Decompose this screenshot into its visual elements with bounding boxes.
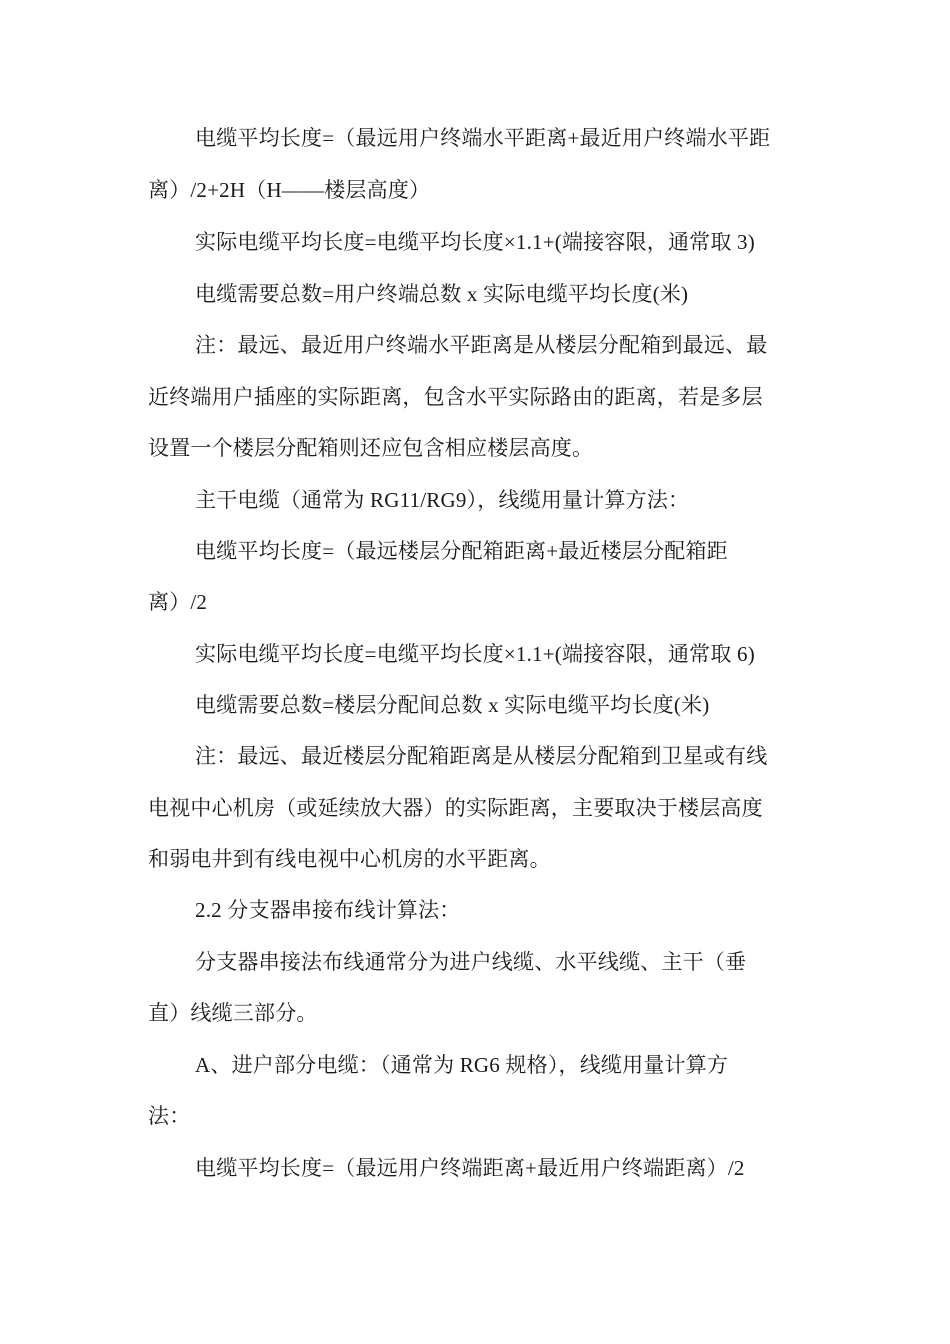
text-line: 直）线缆三部分。 [148,1001,318,1025]
text-line: 电缆平均长度=（最远楼层分配箱距离+最近楼层分配箱距 [195,539,728,563]
text-line: 离）/2+2H（H——楼层高度） [148,178,431,202]
text-line: 近终端用户插座的实际距离，包含水平实际路由的距离，若是多层 [148,385,763,409]
text-line: 电缆需要总数=楼层分配间总数 x 实际电缆平均长度(米) [195,693,710,717]
text-line: 注：最远、最近楼层分配箱距离是从楼层分配箱到卫星或有线 [195,744,768,768]
text-line: 法： [148,1104,191,1128]
section-heading: 2.2 分支器串接布线计算法： [195,898,461,922]
text-line: 电缆需要总数=用户终端总数 x 实际电缆平均长度(米) [195,282,689,306]
text-line: 离）/2 [148,590,208,614]
text-line: 实际电缆平均长度=电缆平均长度×1.1+(端接容限，通常取 3) [195,230,755,254]
text-line: 电视中心机房（或延续放大器）的实际距离，主要取决于楼层高度 [148,796,763,820]
text-line: 设置一个楼层分配箱则还应包含相应楼层高度。 [148,436,594,460]
text-line: A、进户部分电缆：（通常为 RG6 规格），线缆用量计算方 [195,1053,729,1077]
text-line: 注：最远、最近用户终端水平距离是从楼层分配箱到最远、最 [195,333,768,357]
text-line: 和弱电井到有线电视中心机房的水平距离。 [148,847,551,871]
text-line: 电缆平均长度=（最远用户终端距离+最近用户终端距离）/2 [195,1156,745,1180]
text-line: 分支器串接法布线通常分为进户线缆、水平线缆、主干（垂 [195,950,747,974]
text-line: 电缆平均长度=（最远用户终端水平距离+最近用户终端水平距 [195,126,771,150]
text-line: 实际电缆平均长度=电缆平均长度×1.1+(端接容限，通常取 6) [195,642,755,666]
text-line: 主干电缆（通常为 RG11/RG9），线缆用量计算方法： [195,488,690,512]
